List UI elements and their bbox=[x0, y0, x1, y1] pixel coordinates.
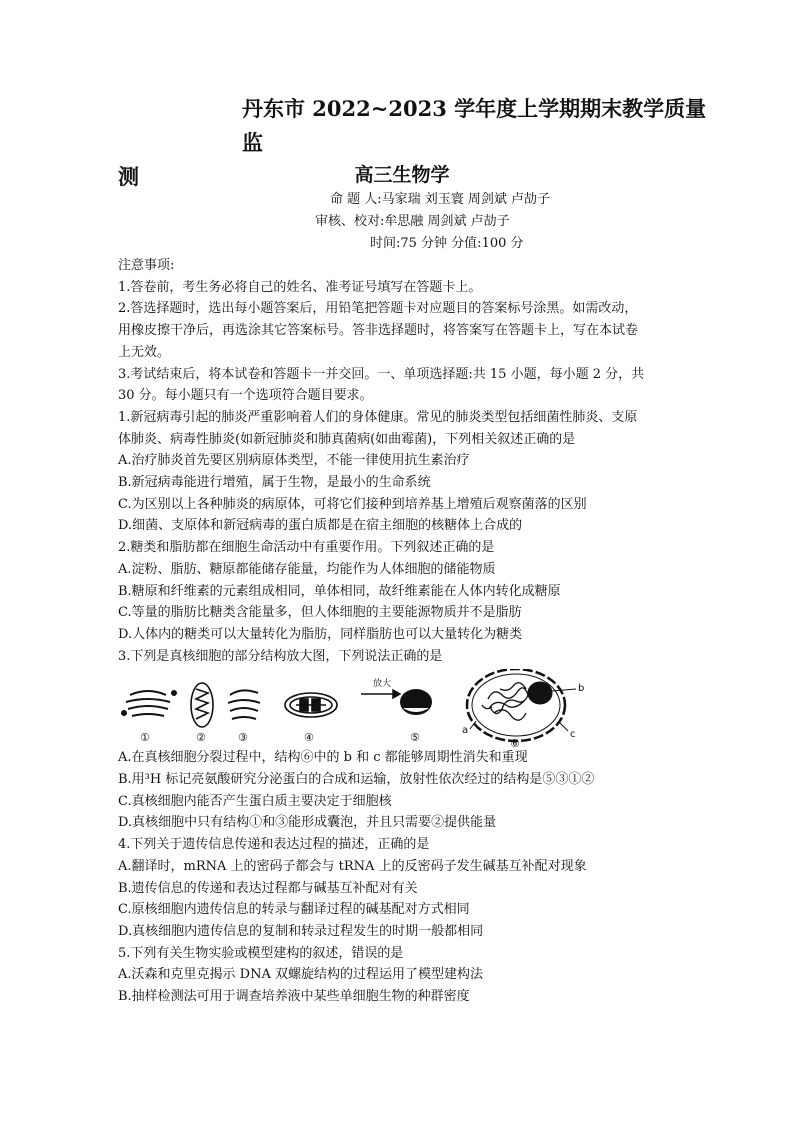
q2-option-d: D.人体内的糖类可以大量转化为脂肪，同样脂肪也可以大量转化为糖类 bbox=[118, 626, 523, 642]
q1-option-c: C.为区别以上各种肺炎的病原体，可将它们接种到培养基上增殖后观察菌落的区别 bbox=[118, 496, 587, 512]
note-2c: 上无效。 bbox=[118, 344, 171, 360]
q4-option-c: C.原核细胞内遗传信息的转录与翻译过程的碱基配对方式相同 bbox=[118, 902, 470, 918]
reviewers-line: 审核、校对:牟思融 周剑斌 卢劼子 bbox=[315, 214, 510, 229]
ribosome-structure bbox=[400, 689, 432, 715]
title-line-1: 丹东市 2022~2023 学年度上学期期末教学质量监 bbox=[242, 96, 707, 155]
golgi-structure bbox=[122, 691, 176, 716]
note-2a: 2.答选择题时，选出每小题答案后，用铅笔把答题卡对应题目的答案标号涂黑。如需改动， bbox=[118, 301, 638, 317]
q2-option-a: A.淀粉、脂肪、糖原都能储存能量，均能作为人体细胞的储能物质 bbox=[118, 561, 496, 577]
enlarge-label: 放大 bbox=[373, 679, 392, 690]
subject-title: 高三生物学 bbox=[354, 164, 450, 186]
q4-stem: 4.下列关于遗传信息传递和表达过程的描述，正确的是 bbox=[118, 837, 430, 853]
q1-stem-a: 1.新冠病毒引起的肺炎严重影响着人们的身体健康。常见的肺炎类型包括细菌性肺炎、支原 bbox=[118, 409, 638, 425]
q3-option-b: B.用³H 标记亮氨酸研究分泌蛋白的合成和运输，放射性依次经过的结构是⑤③①② bbox=[118, 772, 595, 788]
q5-stem: 5.下列有关生物实验或模型建构的叙述，错误的是 bbox=[118, 945, 404, 961]
label-c: c bbox=[570, 729, 576, 741]
label-b: b bbox=[578, 683, 585, 695]
q1-option-a: A.治疗肺炎首先要区别病原体类型，不能一律使用抗生素治疗 bbox=[118, 453, 470, 469]
fig-label-3: ③ bbox=[238, 731, 248, 745]
fig-label-4: ④ bbox=[304, 731, 314, 745]
q2-stem: 2.糖类和脂肪都在细胞生命活动中有重要作用。下列叙述正确的是 bbox=[118, 540, 495, 556]
note-2b: 用橡皮擦干净后，再选涂其它答案标号。答非选择题时，将答案写在答题卡上，写在本试卷 bbox=[118, 323, 639, 339]
fig-label-5: ⑤ bbox=[410, 731, 420, 745]
fig-label-1: ① bbox=[140, 731, 150, 745]
q4-option-a: A.翻译时，mRNA 上的密码子都会与 tRNA 上的反密码子发生碱基互补配对现象 bbox=[118, 858, 587, 874]
enlarge-arrow bbox=[361, 690, 400, 698]
chloroplast-structure bbox=[285, 693, 337, 717]
nucleus-structure bbox=[467, 669, 576, 741]
exam-body bbox=[118, 255, 680, 1008]
q3-option-c: C.真核细胞内能否产生蛋白质主要决定于细胞核 bbox=[118, 793, 392, 809]
fig-label-2: ② bbox=[196, 731, 206, 745]
fig-label-6: ⑥ bbox=[510, 737, 520, 748]
q1-option-b: B.新冠病毒能进行增殖，属于生物，是最小的生命系统 bbox=[118, 475, 431, 491]
q3-option-a: A.在真核细胞分裂过程中，结构⑥中的 b 和 c 都能够周期性消失和重现 bbox=[118, 750, 528, 766]
authors-line: 命 题 人:马家瑞 刘玉寰 周剑斌 卢劼子 bbox=[330, 192, 551, 207]
q1-stem-b: 体肺炎、病毒性肺炎(如新冠肺炎和肺真菌病(如曲霉菌)，下列相关叙述正确的是 bbox=[118, 431, 576, 447]
notes-heading: 注意事项: bbox=[118, 258, 175, 273]
note-1: 1.答卷前，考生务必将自己的姓名、准考证号填写在答题卡上。 bbox=[118, 279, 482, 295]
note-3b: 30 分。每小题只有一个选项符合题目要求。 bbox=[118, 388, 373, 404]
cell-structures-figure bbox=[118, 669, 680, 747]
q2-option-c: C.等量的脂肪比糖类含能量多，但人体细胞的主要能源物质并不是脂肪 bbox=[118, 605, 522, 621]
note-3a: 3.考试结束后，将本试卷和答题卡一并交回。一、单项选择题:共 15 小题，每小题 2 分，共 bbox=[118, 366, 645, 382]
q1-option-d: D.细菌、支原体和新冠病毒的蛋白质都是在宿主细胞的核糖体上合成的 bbox=[118, 518, 523, 534]
q3-stem: 3.下列是真核细胞的部分结构放大图，下列说法正确的是 bbox=[118, 648, 443, 664]
q3-option-d: D.真核细胞中只有结构①和③能形成囊泡，并且只需要②提供能量 bbox=[118, 815, 497, 831]
q5-option-a: A.沃森和克里克揭示 DNA 双螺旋结构的过程运用了模型建构法 bbox=[118, 967, 483, 983]
q4-option-d: D.真核细胞内遗传信息的复制和转录过程发生的时期一般都相同 bbox=[118, 923, 484, 939]
q5-option-b: B.抽样检测法可用于调查培养液中某些单细胞生物的种群密度 bbox=[118, 989, 470, 1005]
label-a: a bbox=[462, 725, 469, 737]
q2-option-b: B.糖原和纤维素的元素组成相同，单体相同，故纤维素能在人体内转化成糖原 bbox=[118, 583, 561, 599]
time-score-line: 时间:75 分钟 分值:100 分 bbox=[370, 236, 524, 251]
q4-option-b: B.遗传信息的传递和表达过程都与碱基互补配对有关 bbox=[118, 880, 418, 896]
er-structure bbox=[228, 691, 260, 720]
title-line-2: 测 bbox=[118, 164, 139, 189]
mitochondrion-structure bbox=[191, 683, 213, 727]
